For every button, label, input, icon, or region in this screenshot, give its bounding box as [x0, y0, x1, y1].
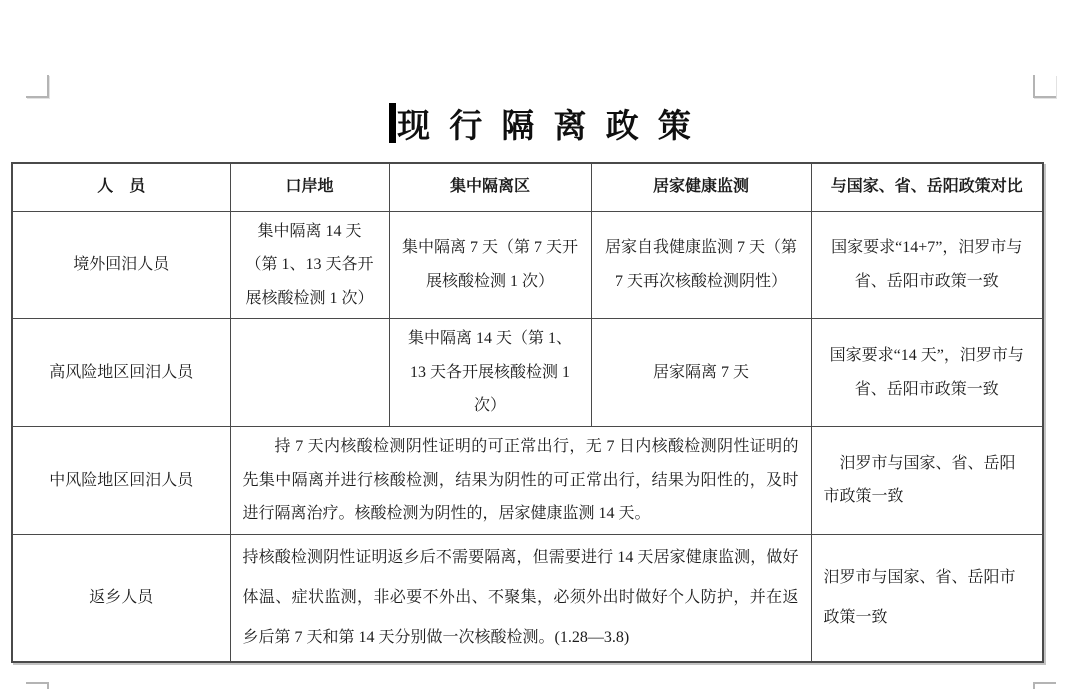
col-header-home-monitoring[interactable]: 居家健康监测	[591, 163, 811, 211]
cell-person[interactable]: 境外回汨人员	[12, 211, 230, 319]
col-header-person[interactable]: 人 员	[12, 163, 230, 211]
cell-policy-comparison[interactable]: 国家要求“14+7”，汨罗市与省、岳阳市政策一致	[811, 211, 1043, 319]
table-row-high-risk	[12, 319, 1043, 427]
cell-policy-comparison[interactable]: 汨罗市与国家、省、岳阳市政策一致	[811, 427, 1043, 535]
cell-central-quarantine[interactable]: 集中隔离 14 天（第 1、13 天各开展核酸检测 1 次）	[389, 319, 591, 427]
cell-home-monitoring[interactable]: 居家隔离 7 天	[591, 319, 811, 427]
document-title[interactable]: 现行隔离政策	[397, 108, 710, 145]
cell-home-monitoring[interactable]: 居家自我健康监测 7 天（第 7 天再次核酸检测阴性）	[591, 211, 811, 319]
cell-port[interactable]: 集中隔离 14 天（第 1、13 天各开展核酸检测 1 次）	[230, 211, 389, 319]
cell-policy-merged[interactable]: 持核酸检测阴性证明返乡后不需要隔离，但需要进行 14 天居家健康监测，做好体温、症状监测，非必要不外出、不聚集，必须外出时做好个人防护，并在返乡后第 7 天和第 14 天分别做一次核酸检测。(1.28—3.8)	[230, 534, 811, 662]
text-cursor-caret	[389, 103, 396, 143]
document-title-row	[0, 98, 1080, 148]
table-row-returning-home	[12, 534, 1043, 662]
page-boundary-mark-bottom-left	[26, 682, 49, 689]
cell-policy-comparison[interactable]: 国家要求“14 天”，汨罗市与省、岳阳市政策一致	[811, 319, 1043, 427]
cell-central-quarantine[interactable]: 集中隔离 7 天（第 7 天开展核酸检测 1 次）	[389, 211, 591, 319]
cell-person[interactable]: 返乡人员	[12, 534, 230, 662]
table-row-medium-risk	[12, 427, 1043, 535]
page-boundary-mark-top-right	[1033, 75, 1056, 98]
table-row-overseas	[12, 211, 1043, 319]
cell-person[interactable]: 高风险地区回汨人员	[12, 319, 230, 427]
cell-policy-comparison[interactable]: 汨罗市与国家、省、岳阳市政策一致	[811, 534, 1043, 662]
col-header-central-quarantine[interactable]: 集中隔离区	[389, 163, 591, 211]
page-boundary-mark-top-left	[26, 75, 49, 98]
col-header-policy-comparison[interactable]: 与国家、省、岳阳政策对比	[811, 163, 1043, 211]
cell-port[interactable]	[230, 319, 389, 427]
cell-policy-merged[interactable]: 持 7 天内核酸检测阴性证明的可正常出行，无 7 日内核酸检测阴性证明的先集中隔离并进行核酸检测，结果为阴性的可正常出行，结果为阳性的，及时进行隔离治疗。核酸检测为阴性的，居家健康监测 14 天。	[230, 427, 811, 535]
cell-person[interactable]: 中风险地区回汨人员	[12, 427, 230, 535]
col-header-port[interactable]: 口岸地	[230, 163, 389, 211]
table-header-row	[12, 163, 1043, 211]
quarantine-policy-table	[11, 162, 1044, 663]
page-boundary-mark-bottom-right	[1033, 682, 1056, 689]
